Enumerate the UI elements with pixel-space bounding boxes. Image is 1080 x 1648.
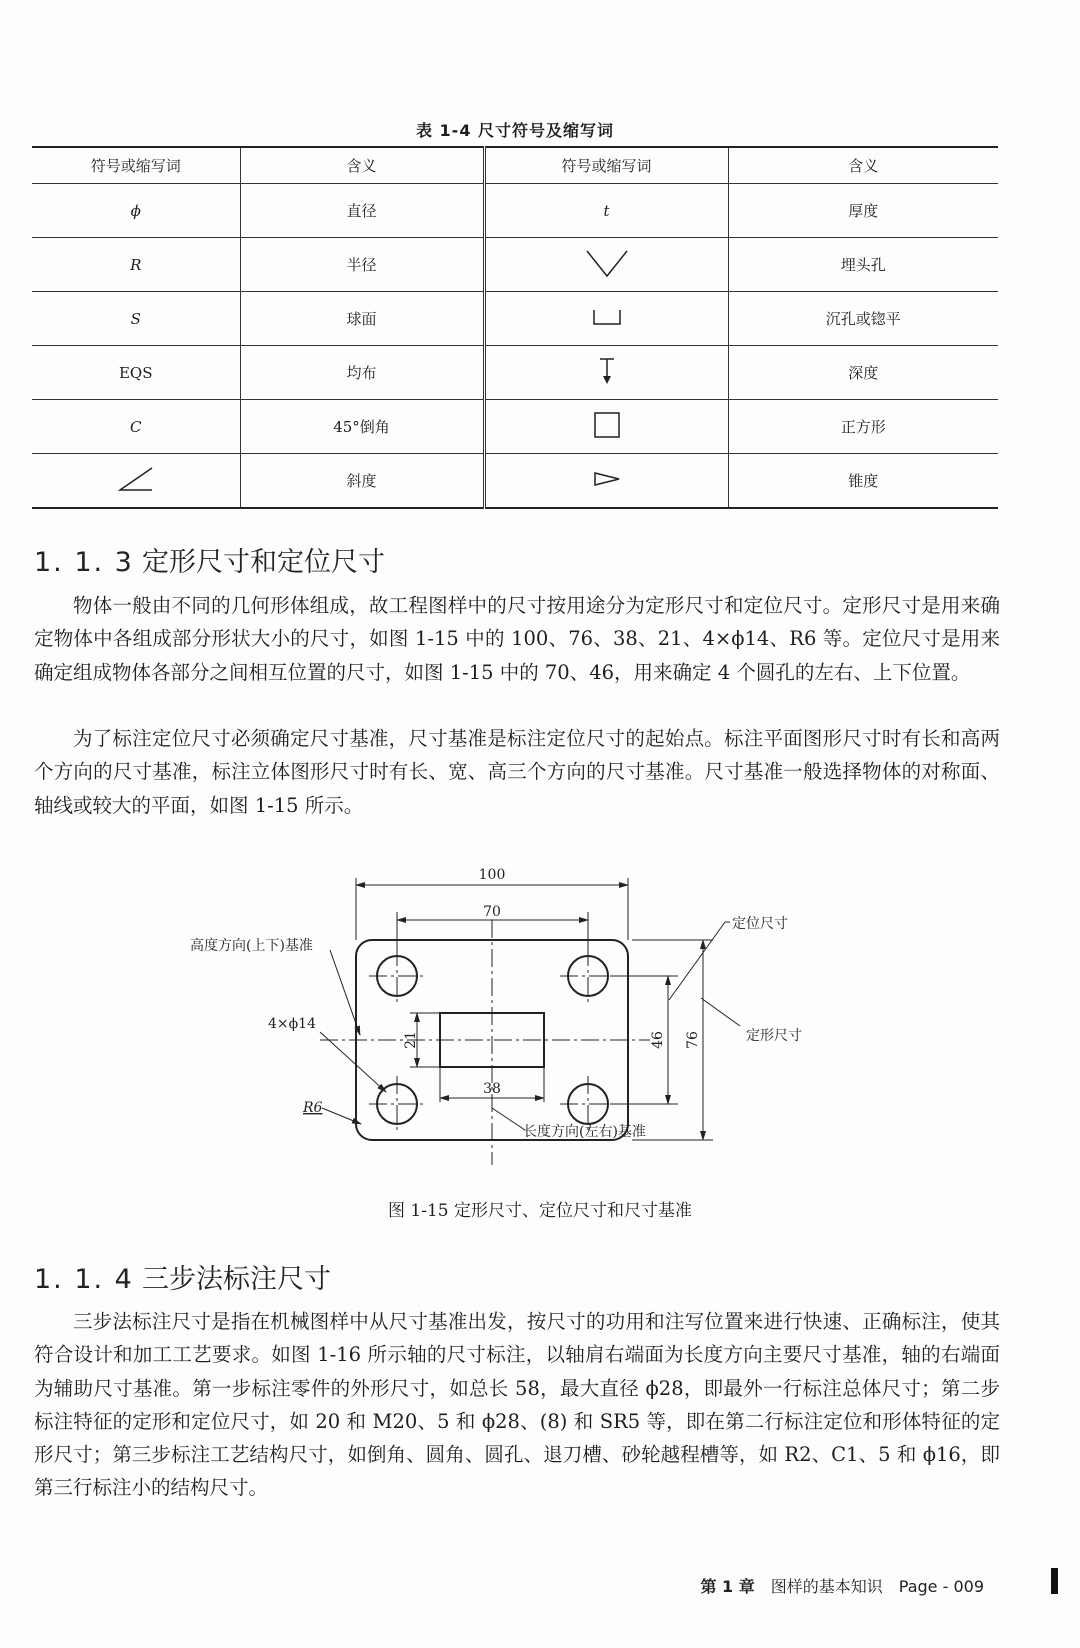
section-number: 1. 1. 4 [34,1264,134,1295]
section-number: 1. 1. 3 [34,547,134,578]
counterbore-icon [591,307,623,327]
section-heading [34,540,385,579]
leader-lines [320,922,740,1130]
table-header: 含义 [728,147,998,184]
footer-chapter: 第 1 章 [700,1577,755,1596]
label-radius: R6 [303,1100,323,1116]
symbol-table [32,146,998,509]
depth-icon [597,356,617,386]
table-cell-meaning: 45°倒角 [240,400,484,454]
dimension-value: 100 [478,867,506,883]
table-row [32,184,998,238]
table-cell-meaning: 直径 [240,184,484,238]
table-cell-meaning: 沉孔或锪平 [728,292,998,346]
table-header: 符号或缩写词 [484,147,728,184]
label-locating: 定位尺寸 [732,916,788,932]
table-row [32,238,998,292]
table-cell-meaning: 正方形 [728,400,998,454]
table-cell-symbol: S [32,292,240,346]
table-cell-symbol [484,238,728,292]
label-holes: 4×ϕ14 [268,1016,316,1032]
dimension-value: 46 [650,1031,666,1049]
footer-title: 图样的基本知识 [770,1577,883,1596]
table-cell-meaning: 球面 [240,292,484,346]
dimension-value: 76 [685,1031,701,1049]
page-number: Page - 009 [898,1577,984,1596]
table-cell-meaning: 埋头孔 [728,238,998,292]
dimension-figure [180,840,840,1190]
dimension-value: 21 [403,1031,419,1049]
table-header: 符号或缩写词 [32,147,240,184]
table-row [32,346,998,400]
table-cell-symbol [484,454,728,509]
paragraph: 为了标注定位尺寸必须确定尺寸基准，尺寸基准是标注定位尺寸的起始点。标注平面图形尺寸时有长和高两个方向的尺寸基准，标注立体图形尺寸时有长、宽、高三个方向的尺寸基准。尺寸基准一般选择物体的对称面、轴线或较大的平面，如图 1-15 所示。 [34,727,1000,817]
table-cell-meaning: 半径 [240,238,484,292]
table-header: 含义 [240,147,484,184]
table-cell-symbol: ϕ [32,184,240,238]
paragraph: 物体一般由不同的几何形体组成，故工程图样中的尺寸按用途分为定形尺寸和定位尺寸。定形尺寸是用来确定物体中各组成部分形状大小的尺寸，如图 1-15 中的 100、76、38、21、4×ϕ14、R6 等。定位尺寸是用来确定组成物体各部分之间相互位置的尺寸，如图 1-15 中的 70、46，用来确定 4 个圆孔的左右、上下位置。 [34,594,1000,684]
label-height-datum: 高度方向(上下)基准 [190,938,313,954]
table-row [32,400,998,454]
countersink-icon [585,248,629,278]
dimension-value: 38 [483,1081,501,1097]
table-header-row [32,147,998,184]
table-cell-symbol: R [32,238,240,292]
table-cell-meaning: 均布 [240,346,484,400]
table-cell-symbol [484,400,728,454]
dimension-value: 70 [483,904,501,920]
figure-caption: 图 1-15 定形尺寸、定位尺寸和尺寸基准 [388,1201,692,1221]
table-cell-symbol: t [484,184,728,238]
table-cell-meaning: 深度 [728,346,998,400]
section-title: 三步法标注尺寸 [142,1264,331,1295]
extension-lines [356,878,713,1140]
table-cell-symbol [484,292,728,346]
label-shaping: 定形尺寸 [746,1028,802,1044]
slope-icon [116,465,156,493]
square-icon [593,411,621,439]
label-length-datum: 长度方向(左右)基准 [523,1124,646,1140]
table-cell-symbol [32,454,240,509]
section-title: 定形尺寸和定位尺寸 [142,547,385,578]
table-row [32,454,998,509]
table-cell-meaning: 厚度 [728,184,998,238]
table-caption: 表 1-4 尺寸符号及缩写词 [415,121,615,140]
table-cell-symbol: C [32,400,240,454]
table-cell-symbol: EQS [32,346,240,400]
page-footer [700,1574,984,1597]
section-heading [34,1257,331,1296]
table-cell-symbol [484,346,728,400]
paragraph: 三步法标注尺寸是指在机械图样中从尺寸基准出发，按尺寸的功用和注写位置来进行快速、正确标注，使其符合设计和加工工艺要求。如图 1-16 所示轴的尺寸标注，以轴肩右端面为长度方向主要尺寸基准，轴的右端面为辅助尺寸基准。第一步标注零件的外形尺寸，如总长 58，最大直径 ϕ28，即最外一行标注总体尺寸；第二步标注特征的定形和定位尺寸，如 20 和 M20、5 和 ϕ28、(8) 和 SR5 等，即在第二行标注定位和形体特征的定形尺寸；第三步标注工艺结构尺寸，如倒角、圆角、圆孔、退刀槽、砂轮越程槽等，如 R2、C1、5 和 ϕ16，即第三行标注小的结构尺寸。 [34,1310,1000,1500]
taper-icon [592,470,622,488]
table-row [32,292,998,346]
table-cell-meaning: 锥度 [728,454,998,509]
table-cell-meaning: 斜度 [240,454,484,509]
page-marker-bar [1051,1568,1058,1594]
